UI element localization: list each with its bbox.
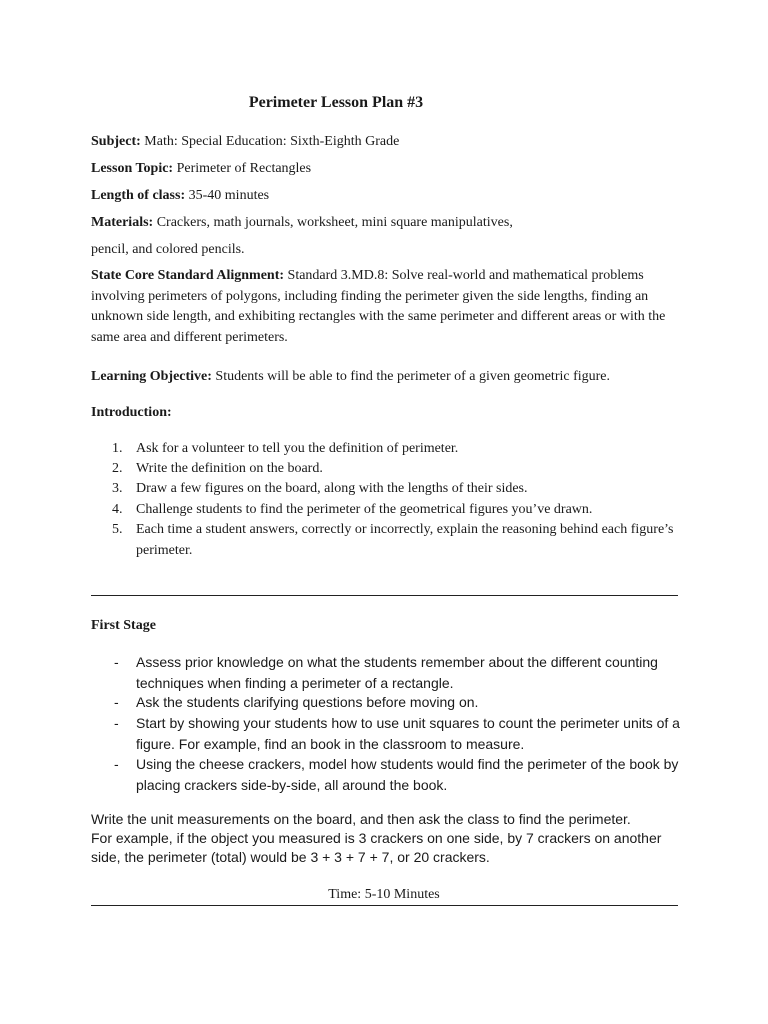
list-text: Challenge students to find the perimeter of the geometrical figures you’ve drawn.	[136, 502, 593, 517]
objective-line	[91, 367, 691, 387]
list-item	[112, 439, 682, 460]
length-label: Length of class:	[91, 188, 186, 203]
list-text: Write the definition on the board.	[136, 461, 323, 476]
list-item	[114, 652, 684, 693]
list-text: Using the cheese crackers, model how students would find the perimeter of the book by placing crackers side-by-side, all around the book.	[136, 756, 679, 793]
list-item	[112, 520, 682, 561]
list-item	[112, 479, 682, 500]
list-item	[112, 459, 682, 480]
standard-paragraph	[91, 266, 683, 348]
list-text: Ask the students clarifying questions before moving on.	[136, 694, 479, 710]
materials-line-continued: pencil, and colored pencils.	[91, 242, 245, 257]
list-text: Each time a student answers, correctly or incorrectly, explain the reasoning behind each figure’s perimeter.	[136, 522, 674, 558]
list-number: 5.	[112, 522, 123, 537]
list-text: Assess prior knowledge on what the students remember about the different counting techniques when finding a perimeter of a rectangle.	[136, 654, 658, 691]
length-value: 35-40 minutes	[188, 188, 270, 203]
introduction-heading: Introduction:	[91, 405, 172, 420]
list-text: Start by showing your students how to use unit squares to count the perimeter units of a figure. For example, find an book in the classroom to measure.	[136, 715, 680, 752]
time-label: Time: 5-10 Minutes	[328, 887, 440, 902]
subject-value: Math: Special Education: Sixth-Eighth Grade	[144, 134, 400, 149]
topic-line	[91, 159, 691, 179]
materials-label: Materials:	[91, 215, 154, 230]
topic-label: Lesson Topic:	[91, 161, 174, 176]
list-text: Draw a few figures on the board, along with the lengths of their sides.	[136, 481, 528, 496]
objective-label: Learning Objective:	[91, 369, 212, 384]
subject-label: Subject:	[91, 134, 141, 149]
materials-line	[91, 213, 691, 233]
list-item	[114, 713, 684, 754]
bullet-dash: -	[114, 715, 119, 731]
materials-value: Crackers, math journals, worksheet, mini square manipulatives,	[156, 215, 513, 230]
list-item	[112, 500, 682, 521]
section-divider	[91, 905, 678, 906]
first-stage-heading: First Stage	[91, 618, 156, 633]
list-item	[114, 754, 684, 795]
objective-value: Students will be able to find the perimeter of a given geometric figure.	[215, 369, 611, 384]
bullet-dash: -	[114, 654, 119, 670]
standard-label: State Core Standard Alignment:	[91, 268, 285, 283]
list-item	[114, 692, 684, 713]
page-title: Perimeter Lesson Plan #3	[248, 94, 424, 111]
subject-line	[91, 132, 691, 152]
list-number: 3.	[112, 481, 123, 496]
list-number: 2.	[112, 461, 123, 476]
topic-value: Perimeter of Rectangles	[176, 161, 312, 176]
example-paragraph: For example, if the object you measured is 3 crackers on one side, by 7 crackers on another side, the perimeter (total) would be 3 + 3 + 7 + 7, or 20 crackers.	[91, 830, 662, 865]
instruction-paragraph: Write the unit measurements on the board, and then ask the class to find the perimeter.	[91, 811, 631, 827]
length-line	[91, 186, 691, 206]
list-number: 4.	[112, 502, 123, 517]
standard-value: Standard 3.MD.8: Solve real-world and mathematical problems involving perimeters of polygons, including finding the perimeter given the side lengths, finding an unknown side length, and exhibiting rectangles with the same perimeter and different areas or with the same area and different perimeters.	[91, 268, 666, 345]
list-text: Ask for a volunteer to tell you the definition of perimeter.	[136, 441, 459, 456]
list-number: 1.	[112, 441, 123, 456]
bullet-dash: -	[114, 694, 119, 710]
section-divider	[91, 595, 678, 596]
bullet-dash: -	[114, 756, 119, 772]
